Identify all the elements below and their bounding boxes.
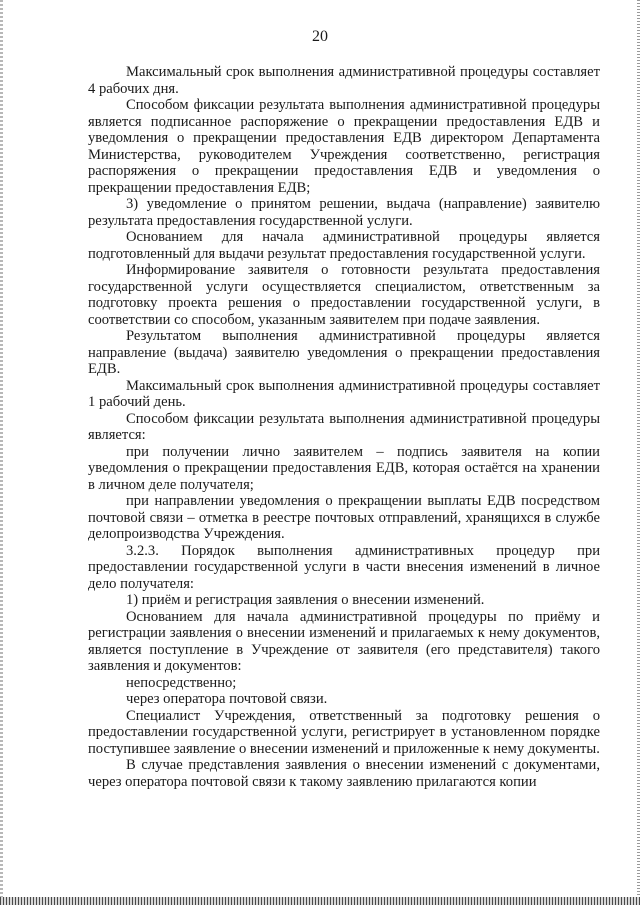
paragraph-basis-reception: Основанием для начала административной процедуры по приёму и регистрации заявления о внесении изменений и прилагаемых к нему документов, является поступление в Учреждение от заявителя (его представителя) такого заявления и документов:: [88, 608, 600, 674]
paragraph-basis-start: Основанием для начала административной процедуры является подготовленный для выдачи результат предоставления государственной услуги.: [88, 229, 600, 262]
paragraph-copies-attached: В случае представления заявления о внесении изменений с документами, через оператора почтовой связи к такому заявлению прилагаются копии: [88, 757, 600, 790]
paragraph-postal-sending: при направлении уведомления о прекращении выплаты ЕДВ посредством почтовой связи – отметка в реестре почтовых отправлений, хранящихся в службе делопроизводства Учреждения.: [88, 493, 600, 542]
paragraph-max-term-1-day: Максимальный срок выполнения административной процедуры составляет 1 рабочий день.: [88, 377, 600, 410]
document-body: [88, 64, 600, 790]
paragraph-section-3-2-3: 3.2.3. Порядок выполнения административных процедур при предоставлении государственной услуги в части внесения изменений в личное дело получателя:: [88, 542, 600, 592]
paragraph-fixation-order: Способом фиксации результата выполнения административной процедуры является подписанное распоряжение о прекращении предоставления ЕДВ и уведомления о прекращении предоставления ЕДВ директором Департамента Министерства, руководителем Учреждения соответственно, регистрация распоряжения о прекращении предоставления ЕДВ и уведомления о прекращении предоставления ЕДВ;: [88, 97, 600, 196]
paragraph-personal-receipt: при получении лично заявителем – подпись заявителя на копии уведомления о прекращении предоставления ЕДВ, которая остаётся на хранении в личном деле получателя;: [88, 443, 600, 493]
scan-bottom-strip: [0, 897, 640, 905]
page-number: 20: [312, 28, 328, 45]
paragraph-directly: непосредственно;: [126, 674, 237, 691]
paragraph-specialist-registers: Специалист Учреждения, ответственный за подготовку решения о предоставлении государственной услуги, регистрирует в установленном порядке поступившее заявление о внесении изменений и приложенные к нему документы.: [88, 707, 600, 757]
paragraph-item-1-reception: 1) приём и регистрация заявления о внесении изменений.: [126, 592, 485, 608]
paragraph-result: Результатом выполнения административной процедуры является направление (выдача) заявителю уведомления о прекращении предоставления ЕДВ.: [88, 328, 600, 377]
paragraph-via-post: через оператора почтовой связи.: [126, 691, 328, 707]
paragraph-max-term-4-days: Максимальный срок выполнения административной процедуры составляет 4 рабочих дня.: [88, 64, 600, 97]
paragraph-informing-applicant: Информирование заявителя о готовности результата предоставления государственной услуги осуществляется специалистом, ответственным за подготовку проекта решения о предоставлении государственной услуги, в соответствии со способом, указанным заявителем при подаче заявления.: [88, 262, 600, 328]
paragraph-fixation-method: Способом фиксации результата выполнения административной процедуры является:: [88, 410, 600, 443]
paragraph-item-3-notification: 3) уведомление о принятом решении, выдача (направление) заявителю результата предоставления государственной услуги.: [88, 196, 600, 229]
scan-left-edge: [0, 0, 3, 905]
